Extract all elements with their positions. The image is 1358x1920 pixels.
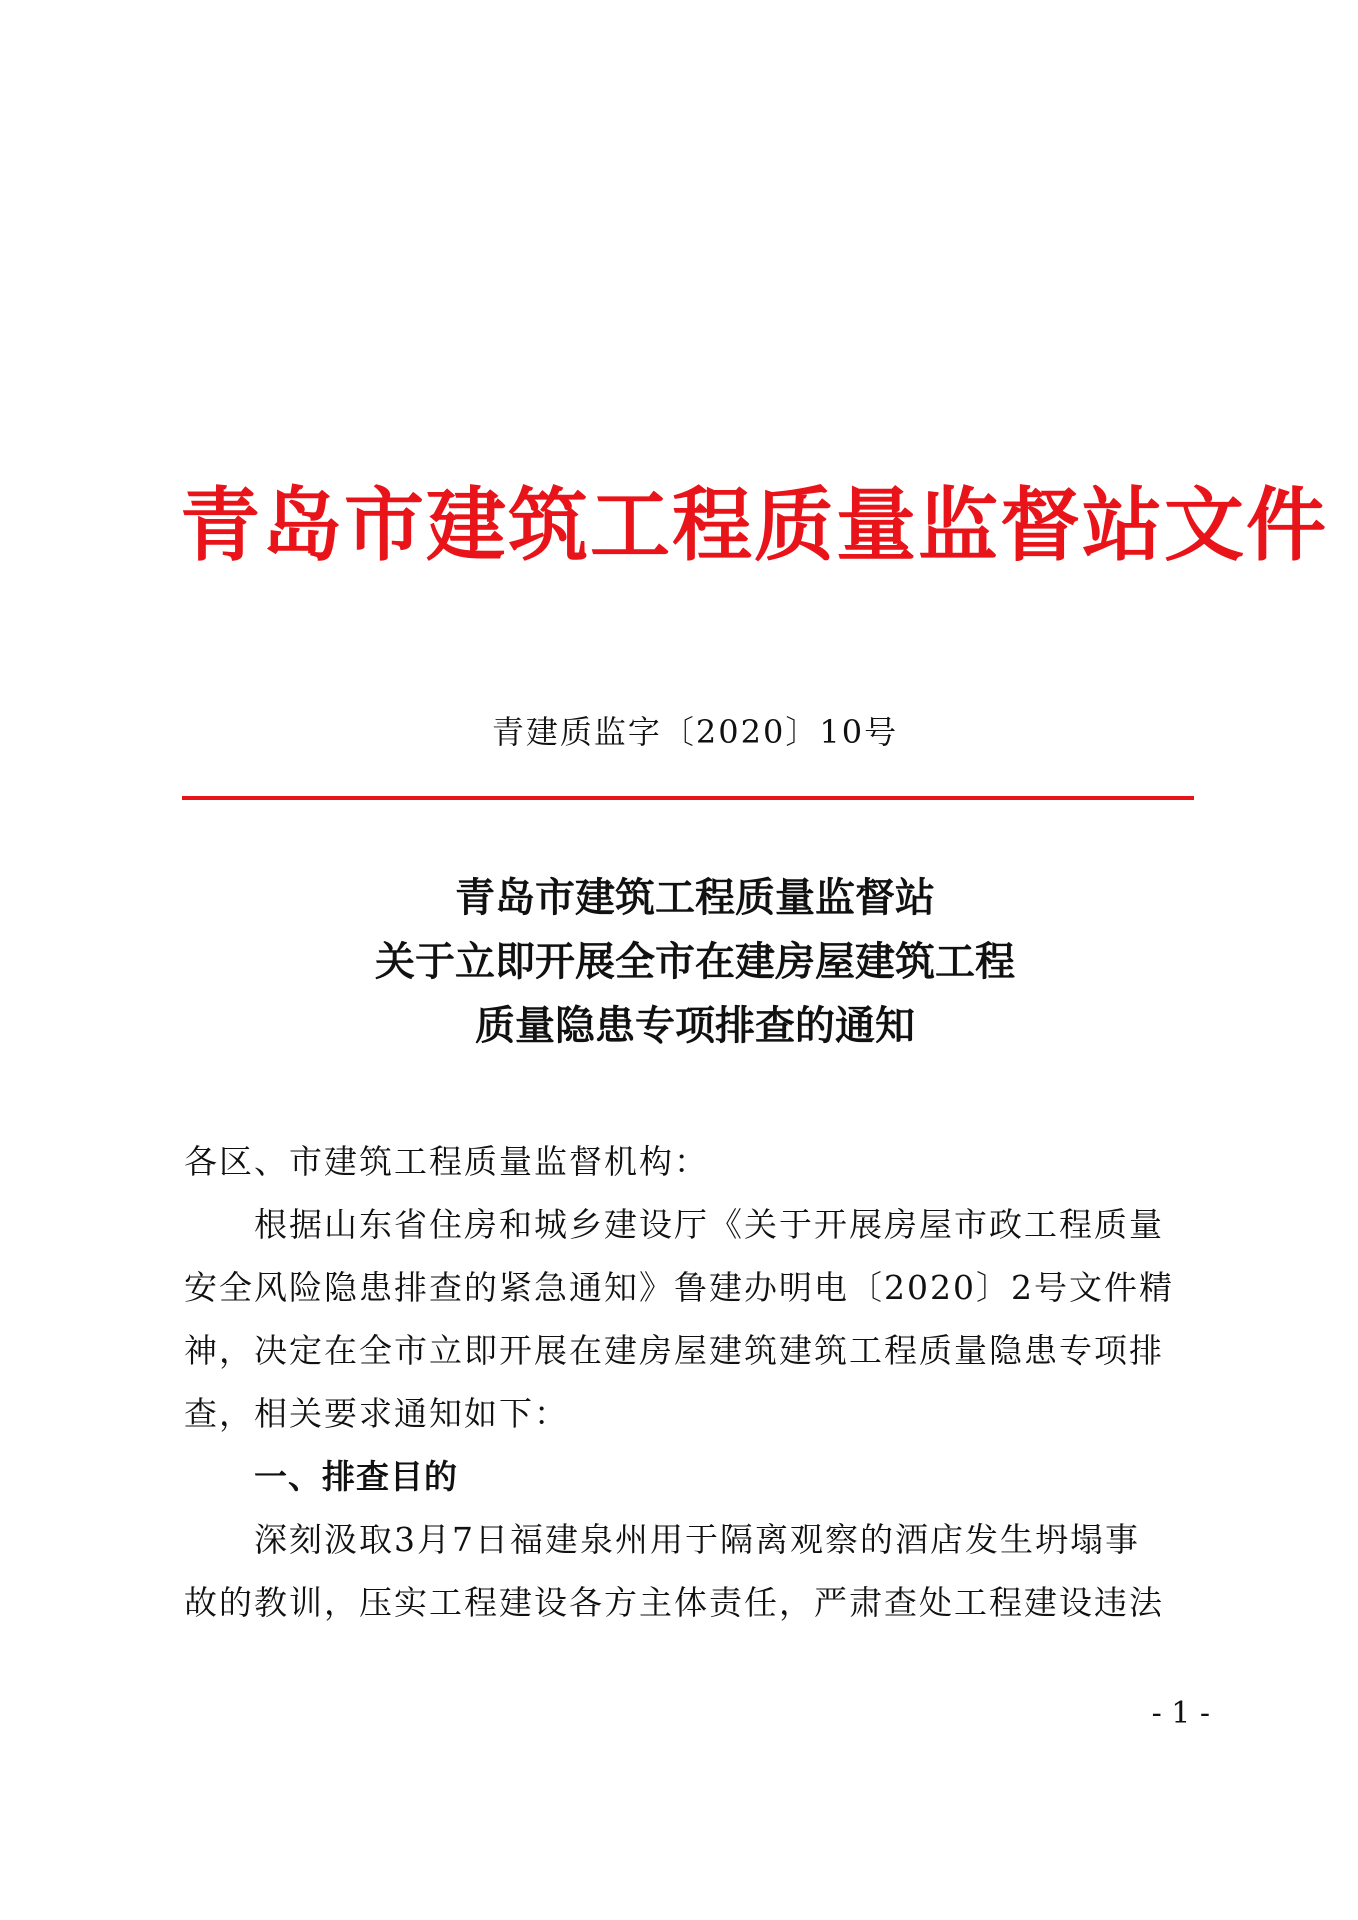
paragraph-2-line-1: 深刻汲取3月7日福建泉州用于隔离观察的酒店发生坍塌事 — [254, 1520, 1140, 1559]
masthead-title: 青岛市建筑工程质量监督站文件 — [180, 478, 1328, 572]
document-number: 青建质监字〔2020〕10号 — [491, 713, 899, 751]
notice-title — [180, 866, 1210, 1058]
notice-title-line-1: 青岛市建筑工程质量监督站 — [455, 874, 935, 921]
notice-title-line-2: 关于立即开展全市在建房屋建筑工程 — [375, 938, 1015, 985]
section-heading-1: 一、排查目的 — [254, 1457, 458, 1496]
paragraph-1-line-1: 根据山东省住房和城乡建设厅《关于开展房屋市政工程质量 — [254, 1205, 1164, 1244]
page-number: - 1 - — [1151, 1696, 1210, 1731]
salutation: 各区、市建筑工程质量监督机构： — [184, 1142, 709, 1181]
notice-body — [184, 1130, 1194, 1634]
notice-title-line-3: 质量隐患专项排查的通知 — [475, 1002, 915, 1049]
red-divider — [182, 796, 1194, 800]
paragraph-1-line-3: 神，决定在全市立即开展在建房屋建筑建筑工程质量隐患专项排 — [184, 1331, 1164, 1370]
paragraph-1-line-2: 安全风险隐患排查的紧急通知》鲁建办明电〔2020〕2号文件精 — [184, 1268, 1174, 1307]
paragraph-2-line-2: 故的教训，压实工程建设各方主体责任，严肃查处工程建设违法 — [184, 1583, 1164, 1622]
paragraph-1-line-4: 查，相关要求通知如下： — [184, 1394, 569, 1433]
